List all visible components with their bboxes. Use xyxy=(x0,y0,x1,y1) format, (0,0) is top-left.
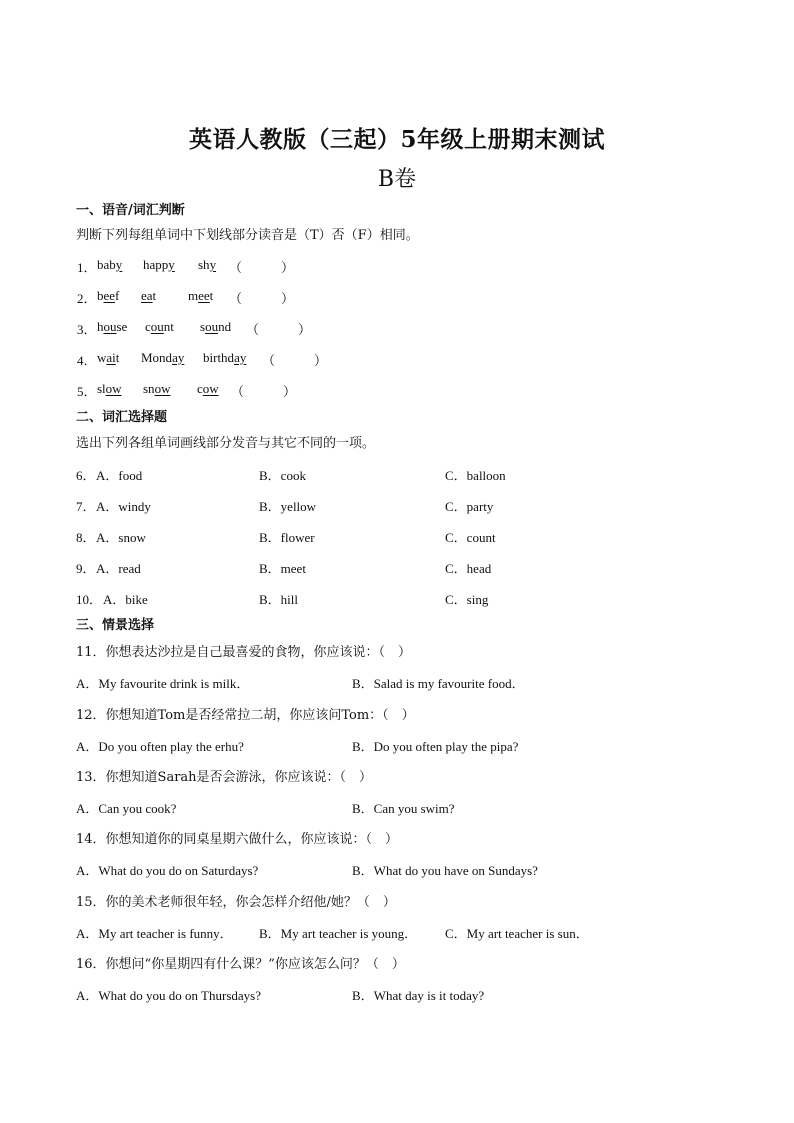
option-a: A．windy xyxy=(96,499,151,514)
option-b: B．meet xyxy=(259,561,306,576)
answer-blank: （ ） xyxy=(231,384,297,399)
question-number: 8． xyxy=(76,530,96,545)
option-a: A．read xyxy=(96,561,141,576)
question-number: 4． xyxy=(77,353,97,368)
option-a: A．bike xyxy=(103,592,148,607)
answer-option: A．My favourite drink is milk． xyxy=(76,676,250,691)
option-c: C．balloon xyxy=(445,468,506,483)
part1-heading: 一、语音/词汇判断 xyxy=(76,203,185,218)
option-c: C．head xyxy=(445,561,492,576)
answer-option: B．Do you often play the pipa? xyxy=(352,739,519,754)
word-item: baby xyxy=(97,257,123,272)
word-item: eat xyxy=(141,288,157,303)
option-b: B．cook xyxy=(259,468,306,483)
answer-option: A．What do you do on Saturdays? xyxy=(76,863,259,878)
part3-heading: 三、情景选择 xyxy=(76,618,155,633)
word-item: meet xyxy=(188,288,214,303)
word-item: count xyxy=(145,319,174,334)
option-b: B．flower xyxy=(259,530,315,545)
question-number: 5． xyxy=(77,384,97,399)
part2-heading: 二、词汇选择题 xyxy=(76,410,168,425)
answer-option: B．Salad is my favourite food． xyxy=(352,676,525,691)
option-b: B．yellow xyxy=(259,499,317,514)
question-number: 1． xyxy=(77,260,97,275)
option-b: B．hill xyxy=(259,592,299,607)
answer-option: A．My art teacher is funny． xyxy=(76,926,233,941)
answer-option: A．Do you often play the erhu? xyxy=(76,739,244,754)
word-item: Monday xyxy=(141,350,185,365)
word-item: shy xyxy=(198,257,217,272)
option-a: A．snow xyxy=(96,530,146,545)
option-c: C．party xyxy=(445,499,494,514)
word-item: beef xyxy=(97,288,120,303)
question-text: 13．你想知道Sarah是否会游泳，你应该说：（ ） xyxy=(76,770,373,785)
question-text: 14．你想知道你的同桌星期六做什么，你应该说：（ ） xyxy=(76,832,399,847)
question-text: 16．你想问“你星期四有什么课？”你应该怎么问？（ ） xyxy=(76,957,405,972)
answer-option: A．Can you cook? xyxy=(76,801,177,816)
question-number: 2． xyxy=(77,291,97,306)
option-c: C．sing xyxy=(445,592,489,607)
answer-blank: （ ） xyxy=(262,353,328,368)
question-number: 9． xyxy=(76,561,96,576)
word-item: birthday xyxy=(203,350,247,365)
word-item: sound xyxy=(200,319,232,334)
option-c: C．count xyxy=(445,530,496,545)
word-item: wait xyxy=(97,350,120,365)
question-text: 11．你想表达沙拉是自己最喜爱的食物，你应该说：（ ） xyxy=(76,645,412,660)
answer-blank: （ ） xyxy=(246,322,312,337)
answer-option: A．What do you do on Thursdays? xyxy=(76,988,261,1003)
part2-instruction: 选出下列各组单词画线部分发音与其它不同的一项。 xyxy=(76,436,376,451)
part1-instruction: 判断下列每组单词中下划线部分读音是（T）否（F）相同。 xyxy=(76,228,419,243)
question-number: 10． xyxy=(76,592,103,607)
word-item: happy xyxy=(143,257,175,272)
word-item: house xyxy=(97,319,128,334)
word-item: snow xyxy=(143,381,171,396)
word-item: slow xyxy=(97,381,122,396)
option-a: A．food xyxy=(96,468,143,483)
answer-blank: （ ） xyxy=(229,260,295,275)
page-subtitle: B卷 xyxy=(377,167,417,192)
question-number: 6． xyxy=(76,468,96,483)
answer-option: C．My art teacher is sun． xyxy=(445,926,589,941)
question-text: 15．你的美术老师很年轻，你会怎样介绍他/她？（ ） xyxy=(76,895,396,910)
question-number: 7． xyxy=(76,499,96,514)
page-title: 英语人教版（三起）5年级上册期末测试 xyxy=(188,126,605,153)
answer-option: B．My art teacher is young． xyxy=(259,926,418,941)
word-item: cow xyxy=(197,381,219,396)
question-text: 12．你想知道Tom是否经常拉二胡，你应该问Tom：（ ） xyxy=(76,708,415,723)
answer-option: B．What day is it today? xyxy=(352,988,485,1003)
answer-option: B．Can you swim? xyxy=(352,801,455,816)
answer-option: B．What do you have on Sundays? xyxy=(352,863,538,878)
question-number: 3． xyxy=(77,322,97,337)
answer-blank: （ ） xyxy=(229,291,295,306)
